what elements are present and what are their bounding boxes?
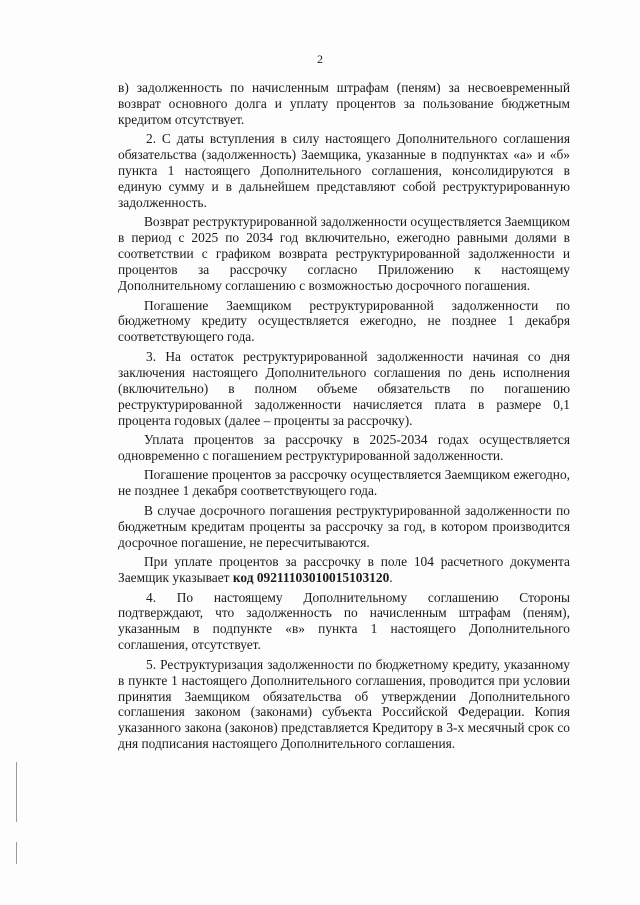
paragraph-3-payment-code	[118, 554, 570, 586]
paragraph-4: 4. По настоящему Дополнительному соглашению Стороны подтверждают, что задолженность по начисленным штрафам (пеням), указанным в подпункте «в» пункта 1 настоящего Дополнительного соглашения, отсутствует.	[118, 589, 570, 653]
paragraph-2: 2. С даты вступления в силу настоящего Дополнительного соглашения обязательства (задолженность) Заемщика, указанные в подпунктах «а» и «б» пункта 1 настоящего Дополнительного соглашения, консолидируются в единую сумму и в дальнейшем представляют собой реструктурированную задолженность.	[118, 131, 570, 210]
payment-text-end: .	[389, 570, 393, 586]
scan-margin-line	[16, 762, 17, 822]
scan-margin-line	[16, 842, 17, 864]
paragraph-3-interest-payment: Уплата процентов за рассрочку в 2025-2034 годах осуществляется одновременно с погашением реструктурированной задолженности.	[118, 432, 570, 463]
paragraph-3-early-repayment: В случае досрочного погашения реструктурированной задолженности по бюджетным кредитам проценты за рассрочку за год, в котором производится досрочное погашение, не пересчитываются.	[118, 502, 570, 550]
paragraph-3-interest-repayment: Погашение процентов за рассрочку осуществляется Заемщиком ежегодно, не позднее 1 декабря соответствующего года.	[118, 467, 570, 499]
page-number: 2	[317, 52, 323, 66]
paragraph-2-repayment: Погашение Заемщиком реструктурированной задолженности по бюджетному кредиту осуществляется ежегодно, не позднее 1 декабря соответствующего года.	[118, 297, 570, 345]
paragraph-5: 5. Реструктуризация задолженности по бюджетному кредиту, указанному в пункте 1 настоящего Дополнительного соглашения, проводится при условии принятия Заемщиком обязательства об утверждении Дополнительного соглашения законом (законами) субъекта Российской Федерации. Копия указанного закона (законов) представляется Кредитору в 3-х месячный срок со дня подписания настоящего Дополнительного соглашения.	[118, 656, 570, 752]
payment-text: При уплате процентов за рассрочку в поле 104 расчетного документа Заемщик указывает	[118, 554, 570, 586]
payment-code: код 09211103010015103120	[232, 570, 390, 586]
paragraph-1v: в) задолженность по начисленным штрафам (пеням) за несвоевременный возврат основного долга и уплату процентов за пользование бюджетным кредитом отсутствует.	[118, 80, 570, 127]
paragraph-2-return: Возврат реструктурированной задолженности осуществляется Заемщиком в период с 2025 по 2034 год включительно, ежегодно равными долями в соответствии с графиком возврата реструктурированной задолженности и процентов за рассрочку согласно Приложению к настоящему Дополнительному соглашению с возможностью досрочного погашения.	[118, 214, 570, 294]
paragraph-3: 3. На остаток реструктурированной задолженности начиная со дня заключения настоящего Дополнительного соглашения по день исполнения (включительно) в полном объеме обязательств по погашению реструктурированной задолженности начисляется плата в размере 0,1 процента годовых (далее – проценты за рассрочку).	[118, 348, 570, 428]
document-body	[118, 80, 570, 756]
